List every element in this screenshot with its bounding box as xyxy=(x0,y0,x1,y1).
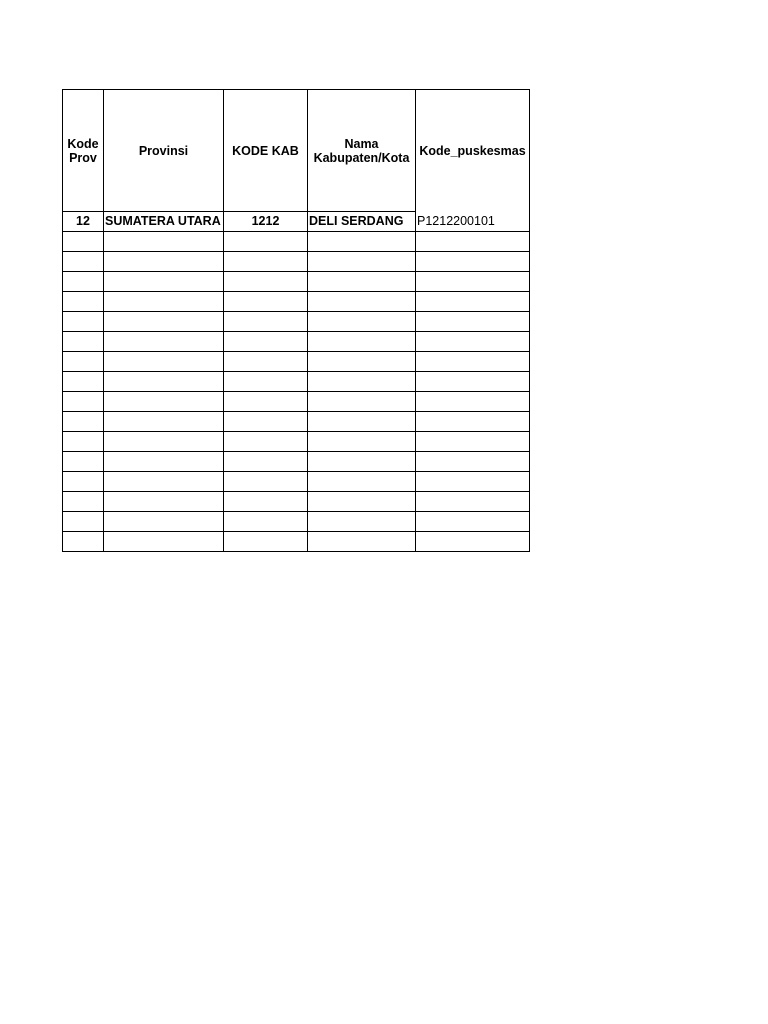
cell-provinsi[interactable] xyxy=(104,452,224,472)
header-kode-kab: KODE KAB xyxy=(224,90,308,212)
cell-provinsi[interactable] xyxy=(104,352,224,372)
cell-kode-kab[interactable] xyxy=(224,372,308,392)
header-row xyxy=(63,90,530,212)
table-row xyxy=(63,392,530,412)
cell-kode-puskesmas[interactable] xyxy=(416,392,530,412)
cell-kode-prov[interactable] xyxy=(63,492,104,512)
cell-nama-kabupaten-kota[interactable] xyxy=(308,532,416,552)
cell-nama-kabupaten-kota[interactable] xyxy=(308,352,416,372)
cell-provinsi[interactable] xyxy=(104,272,224,292)
cell-kode-prov[interactable] xyxy=(63,432,104,452)
cell-provinsi[interactable] xyxy=(104,292,224,312)
cell-kode-kab[interactable] xyxy=(224,332,308,352)
cell-kode-kab[interactable] xyxy=(224,312,308,332)
cell-kode-puskesmas[interactable] xyxy=(416,352,530,372)
header-provinsi: Provinsi xyxy=(104,90,224,212)
cell-provinsi[interactable] xyxy=(104,512,224,532)
cell-kode-kab[interactable] xyxy=(224,272,308,292)
cell-kode-kab[interactable] xyxy=(224,252,308,272)
cell-kode-prov[interactable] xyxy=(63,472,104,492)
cell-provinsi[interactable] xyxy=(104,312,224,332)
cell-nama-kabupaten-kota[interactable] xyxy=(308,512,416,532)
table-row xyxy=(63,292,530,312)
table-row xyxy=(63,372,530,392)
cell-nama-kabupaten-kota[interactable] xyxy=(308,472,416,492)
cell-kode-prov[interactable] xyxy=(63,412,104,432)
cell-kode-kab[interactable] xyxy=(224,412,308,432)
cell-kode-kab[interactable] xyxy=(224,292,308,312)
cell-nama-kabupaten-kota[interactable] xyxy=(308,492,416,512)
puskesmas-table xyxy=(62,89,530,552)
cell-provinsi[interactable] xyxy=(104,332,224,352)
cell-kode-prov[interactable] xyxy=(63,372,104,392)
table-row xyxy=(63,432,530,452)
cell-kode-kab[interactable]: 1212 xyxy=(224,212,308,232)
table-row xyxy=(63,532,530,552)
cell-kode-puskesmas[interactable] xyxy=(416,452,530,472)
table-row xyxy=(63,272,530,292)
cell-kode-puskesmas[interactable] xyxy=(416,292,530,312)
cell-provinsi[interactable] xyxy=(104,492,224,512)
cell-provinsi[interactable] xyxy=(104,532,224,552)
cell-kode-puskesmas[interactable] xyxy=(416,432,530,452)
cell-nama-kabupaten-kota[interactable] xyxy=(308,232,416,252)
cell-kode-puskesmas[interactable] xyxy=(416,272,530,292)
cell-kode-prov[interactable] xyxy=(63,452,104,472)
cell-kode-prov[interactable] xyxy=(63,512,104,532)
cell-kode-puskesmas[interactable] xyxy=(416,312,530,332)
cell-kode-puskesmas[interactable] xyxy=(416,232,530,252)
cell-kode-puskesmas[interactable] xyxy=(416,492,530,512)
cell-kode-kab[interactable] xyxy=(224,352,308,372)
cell-kode-kab[interactable] xyxy=(224,452,308,472)
cell-nama-kabupaten-kota[interactable] xyxy=(308,312,416,332)
cell-kode-prov[interactable] xyxy=(63,352,104,372)
cell-nama-kabupaten-kota[interactable] xyxy=(308,412,416,432)
cell-nama-kabupaten-kota[interactable] xyxy=(308,432,416,452)
table-row xyxy=(63,232,530,252)
table-row xyxy=(63,512,530,532)
table-row xyxy=(63,312,530,332)
cell-kode-puskesmas[interactable] xyxy=(416,252,530,272)
cell-provinsi[interactable] xyxy=(104,472,224,492)
cell-kode-puskesmas[interactable] xyxy=(416,372,530,392)
cell-provinsi[interactable] xyxy=(104,252,224,272)
cell-kode-prov[interactable] xyxy=(63,312,104,332)
cell-provinsi[interactable] xyxy=(104,432,224,452)
cell-kode-kab[interactable] xyxy=(224,492,308,512)
cell-nama-kabupaten-kota[interactable] xyxy=(308,292,416,312)
cell-nama-kabupaten-kota[interactable]: DELI SERDANG xyxy=(308,212,416,232)
cell-provinsi[interactable] xyxy=(104,392,224,412)
cell-kode-puskesmas[interactable]: P1212200101 xyxy=(416,212,530,232)
cell-nama-kabupaten-kota[interactable] xyxy=(308,372,416,392)
table-row xyxy=(63,472,530,492)
cell-provinsi[interactable] xyxy=(104,232,224,252)
cell-kode-prov[interactable] xyxy=(63,392,104,412)
cell-nama-kabupaten-kota[interactable] xyxy=(308,272,416,292)
cell-kode-prov[interactable]: 12 xyxy=(63,212,104,232)
cell-kode-kab[interactable] xyxy=(224,472,308,492)
header-nama-kabupaten-kota: Nama Kabupaten/Kota xyxy=(308,90,416,212)
cell-kode-prov[interactable] xyxy=(63,292,104,312)
cell-kode-puskesmas[interactable] xyxy=(416,472,530,492)
table-row xyxy=(63,492,530,512)
cell-kode-kab[interactable] xyxy=(224,532,308,552)
cell-kode-puskesmas[interactable] xyxy=(416,512,530,532)
cell-kode-prov[interactable] xyxy=(63,232,104,252)
cell-kode-prov[interactable] xyxy=(63,252,104,272)
table-row xyxy=(63,412,530,432)
cell-kode-prov[interactable] xyxy=(63,272,104,292)
cell-nama-kabupaten-kota[interactable] xyxy=(308,252,416,272)
table-row xyxy=(63,252,530,272)
cell-nama-kabupaten-kota[interactable] xyxy=(308,332,416,352)
header-kode-prov: Kode Prov xyxy=(63,90,104,212)
cell-provinsi[interactable] xyxy=(104,372,224,392)
spreadsheet-area xyxy=(62,89,530,552)
cell-kode-kab[interactable] xyxy=(224,512,308,532)
cell-kode-kab[interactable] xyxy=(224,232,308,252)
cell-kode-kab[interactable] xyxy=(224,392,308,412)
cell-kode-kab[interactable] xyxy=(224,432,308,452)
cell-nama-kabupaten-kota[interactable] xyxy=(308,452,416,472)
table-row xyxy=(63,352,530,372)
cell-kode-prov[interactable] xyxy=(63,332,104,352)
table-row xyxy=(63,212,530,232)
header-kode-puskesmas: Kode_puskesmas xyxy=(416,90,530,212)
cell-kode-puskesmas[interactable] xyxy=(416,332,530,352)
cell-kode-puskesmas[interactable] xyxy=(416,412,530,432)
cell-provinsi[interactable] xyxy=(104,412,224,432)
cell-kode-puskesmas[interactable] xyxy=(416,532,530,552)
cell-nama-kabupaten-kota[interactable] xyxy=(308,392,416,412)
cell-kode-prov[interactable] xyxy=(63,532,104,552)
table-row xyxy=(63,452,530,472)
table-row xyxy=(63,332,530,352)
cell-provinsi[interactable]: SUMATERA UTARA xyxy=(104,212,224,232)
